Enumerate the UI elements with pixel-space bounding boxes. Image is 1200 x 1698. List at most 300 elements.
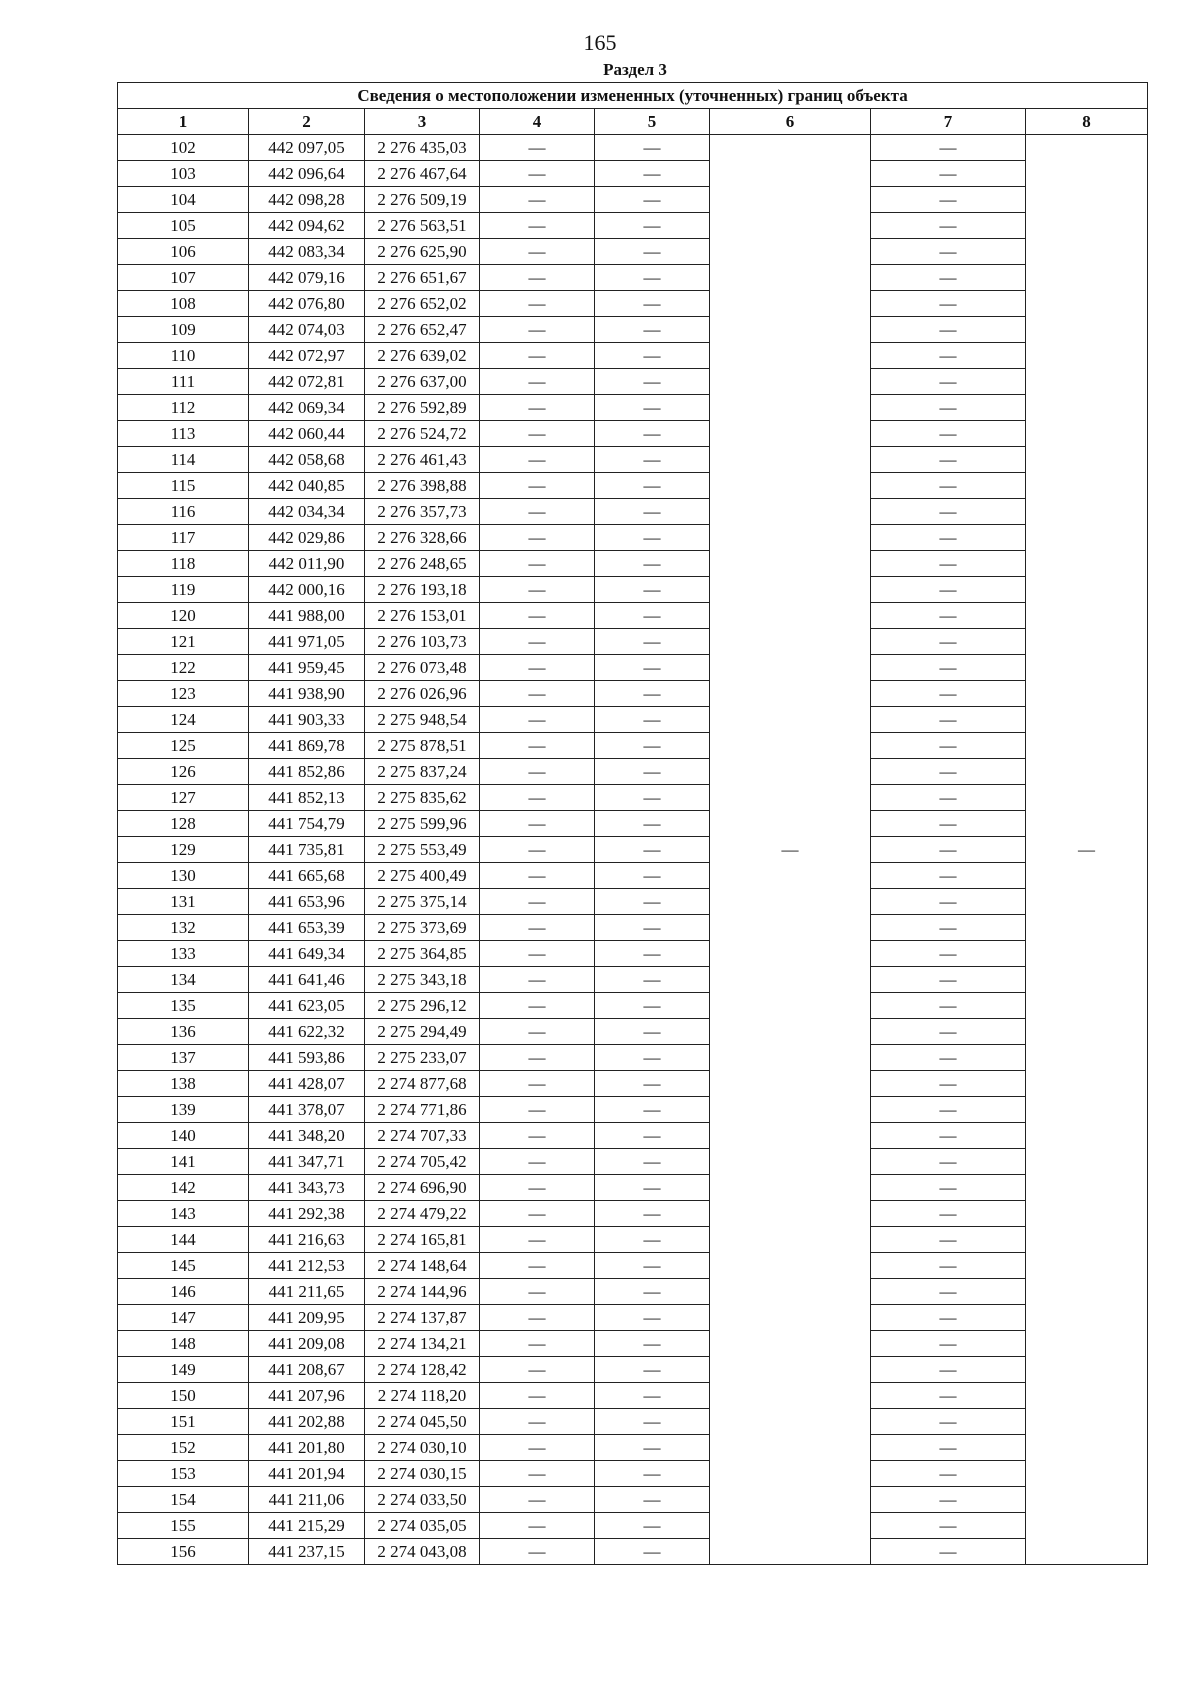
coordinate-y-cell: 2 276 193,18	[365, 577, 480, 603]
table-row	[118, 811, 1148, 837]
column-5-cell: —	[595, 1201, 710, 1227]
column-header-2: 2	[249, 109, 365, 135]
column-4-cell: —	[480, 317, 595, 343]
point-number-cell: 130	[118, 863, 249, 889]
column-4-cell: —	[480, 733, 595, 759]
table-row	[118, 993, 1148, 1019]
coordinate-y-cell: 2 276 651,67	[365, 265, 480, 291]
coordinate-y-cell: 2 276 398,88	[365, 473, 480, 499]
coordinate-x-cell: 442 000,16	[249, 577, 365, 603]
column-7-cell: —	[871, 1253, 1026, 1279]
table-row	[118, 265, 1148, 291]
column-7-cell: —	[871, 1071, 1026, 1097]
coordinate-x-cell: 442 029,86	[249, 525, 365, 551]
table-row	[118, 1227, 1148, 1253]
coordinate-y-cell: 2 276 248,65	[365, 551, 480, 577]
column-7-cell: —	[871, 889, 1026, 915]
point-number-cell: 121	[118, 629, 249, 655]
coordinate-x-cell: 441 649,34	[249, 941, 365, 967]
column-4-cell: —	[480, 1019, 595, 1045]
column-header-5: 5	[595, 109, 710, 135]
column-4-cell: —	[480, 1305, 595, 1331]
point-number-cell: 139	[118, 1097, 249, 1123]
table-row	[118, 161, 1148, 187]
coordinate-y-cell: 2 274 043,08	[365, 1539, 480, 1565]
column-7-cell: —	[871, 1201, 1026, 1227]
coordinate-x-cell: 441 211,06	[249, 1487, 365, 1513]
column-4-cell: —	[480, 187, 595, 213]
point-number-cell: 124	[118, 707, 249, 733]
column-7-cell: —	[871, 551, 1026, 577]
table-row	[118, 1175, 1148, 1201]
point-number-cell: 110	[118, 343, 249, 369]
column-4-cell: —	[480, 135, 595, 161]
column-4-cell: —	[480, 1175, 595, 1201]
coordinate-x-cell: 441 988,00	[249, 603, 365, 629]
coordinate-y-cell: 2 275 599,96	[365, 811, 480, 837]
column-5-cell: —	[595, 1175, 710, 1201]
column-5-cell: —	[595, 1331, 710, 1357]
coordinate-x-cell: 442 074,03	[249, 317, 365, 343]
column-7-cell: —	[871, 1513, 1026, 1539]
table-row	[118, 1019, 1148, 1045]
column-5-cell: —	[595, 967, 710, 993]
table-row	[118, 343, 1148, 369]
table-row	[118, 1383, 1148, 1409]
column-header-7: 7	[871, 109, 1026, 135]
column-4-cell: —	[480, 993, 595, 1019]
column-7-cell: —	[871, 161, 1026, 187]
point-number-cell: 103	[118, 161, 249, 187]
coordinate-y-cell: 2 274 877,68	[365, 1071, 480, 1097]
column-7-cell: —	[871, 525, 1026, 551]
coordinate-x-cell: 442 079,16	[249, 265, 365, 291]
table-row	[118, 421, 1148, 447]
column-7-cell: —	[871, 811, 1026, 837]
coordinate-x-cell: 441 623,05	[249, 993, 365, 1019]
table-row	[118, 1539, 1148, 1565]
column-7-cell: —	[871, 1357, 1026, 1383]
column-7-cell: —	[871, 629, 1026, 655]
coordinate-x-cell: 441 348,20	[249, 1123, 365, 1149]
point-number-cell: 142	[118, 1175, 249, 1201]
coordinate-y-cell: 2 275 233,07	[365, 1045, 480, 1071]
coordinate-x-cell: 441 665,68	[249, 863, 365, 889]
column-5-cell: —	[595, 655, 710, 681]
coordinate-y-cell: 2 274 033,50	[365, 1487, 480, 1513]
point-number-cell: 152	[118, 1435, 249, 1461]
column-4-cell: —	[480, 1331, 595, 1357]
column-4-cell: —	[480, 811, 595, 837]
column-4-cell: —	[480, 1409, 595, 1435]
column-7-cell: —	[871, 863, 1026, 889]
table-row	[118, 395, 1148, 421]
column-4-cell: —	[480, 1149, 595, 1175]
coordinate-x-cell: 441 959,45	[249, 655, 365, 681]
table-row	[118, 759, 1148, 785]
coordinate-y-cell: 2 275 837,24	[365, 759, 480, 785]
table-row	[118, 317, 1148, 343]
column-7-cell: —	[871, 1435, 1026, 1461]
column-header-8: 8	[1026, 109, 1148, 135]
column-7-cell: —	[871, 421, 1026, 447]
point-number-cell: 114	[118, 447, 249, 473]
column-header-3: 3	[365, 109, 480, 135]
coordinate-x-cell: 441 653,39	[249, 915, 365, 941]
point-number-cell: 116	[118, 499, 249, 525]
coordinate-x-cell: 442 072,81	[249, 369, 365, 395]
column-4-cell: —	[480, 1539, 595, 1565]
coordinate-x-cell: 441 754,79	[249, 811, 365, 837]
table-row	[118, 1487, 1148, 1513]
coordinate-x-cell: 442 040,85	[249, 473, 365, 499]
column-5-cell: —	[595, 239, 710, 265]
column-7-cell: —	[871, 733, 1026, 759]
point-number-cell: 117	[118, 525, 249, 551]
table-row	[118, 1253, 1148, 1279]
column-6-merged-cell	[710, 135, 871, 1565]
coordinate-y-cell: 2 274 144,96	[365, 1279, 480, 1305]
coordinate-x-cell: 442 058,68	[249, 447, 365, 473]
coordinate-y-cell: 2 276 563,51	[365, 213, 480, 239]
point-number-cell: 104	[118, 187, 249, 213]
column-4-cell: —	[480, 499, 595, 525]
table-row	[118, 1357, 1148, 1383]
column-5-cell: —	[595, 135, 710, 161]
coordinate-y-cell: 2 274 707,33	[365, 1123, 480, 1149]
column-4-cell: —	[480, 1357, 595, 1383]
column-5-cell: —	[595, 603, 710, 629]
column-5-cell: —	[595, 707, 710, 733]
column-5-cell: —	[595, 1253, 710, 1279]
coordinate-x-cell: 441 211,65	[249, 1279, 365, 1305]
column-7-cell: —	[871, 1227, 1026, 1253]
point-number-cell: 109	[118, 317, 249, 343]
point-number-cell: 119	[118, 577, 249, 603]
table-row	[118, 1331, 1148, 1357]
table-row	[118, 655, 1148, 681]
column-5-cell: —	[595, 1487, 710, 1513]
point-number-cell: 143	[118, 1201, 249, 1227]
column-5-cell: —	[595, 629, 710, 655]
table-row	[118, 239, 1148, 265]
point-number-cell: 146	[118, 1279, 249, 1305]
column-8-dash: —	[1078, 840, 1096, 859]
column-4-cell: —	[480, 1123, 595, 1149]
coordinate-y-cell: 2 276 103,73	[365, 629, 480, 655]
coordinate-y-cell: 2 274 771,86	[365, 1097, 480, 1123]
column-4-cell: —	[480, 1097, 595, 1123]
column-4-cell: —	[480, 395, 595, 421]
column-7-cell: —	[871, 1539, 1026, 1565]
point-number-cell: 102	[118, 135, 249, 161]
column-4-cell: —	[480, 161, 595, 187]
coordinate-x-cell: 441 852,86	[249, 759, 365, 785]
coordinate-x-cell: 441 212,53	[249, 1253, 365, 1279]
column-4-cell: —	[480, 1253, 595, 1279]
column-4-cell: —	[480, 603, 595, 629]
coordinate-y-cell: 2 276 637,00	[365, 369, 480, 395]
point-number-cell: 134	[118, 967, 249, 993]
column-4-cell: —	[480, 1461, 595, 1487]
point-number-cell: 150	[118, 1383, 249, 1409]
column-7-cell: —	[871, 707, 1026, 733]
point-number-cell: 137	[118, 1045, 249, 1071]
column-7-cell: —	[871, 187, 1026, 213]
column-4-cell: —	[480, 551, 595, 577]
point-number-cell: 136	[118, 1019, 249, 1045]
coordinate-x-cell: 442 096,64	[249, 161, 365, 187]
coordinate-x-cell: 441 292,38	[249, 1201, 365, 1227]
coordinate-x-cell: 441 209,95	[249, 1305, 365, 1331]
point-number-cell: 111	[118, 369, 249, 395]
coordinate-x-cell: 441 869,78	[249, 733, 365, 759]
column-4-cell: —	[480, 915, 595, 941]
column-7-cell: —	[871, 239, 1026, 265]
table-row	[118, 1071, 1148, 1097]
table-row	[118, 135, 1148, 161]
table-row	[118, 1461, 1148, 1487]
coordinate-y-cell: 2 275 948,54	[365, 707, 480, 733]
coordinate-x-cell: 441 428,07	[249, 1071, 365, 1097]
column-7-cell: —	[871, 759, 1026, 785]
column-4-cell: —	[480, 1227, 595, 1253]
point-number-cell: 128	[118, 811, 249, 837]
table-row	[118, 213, 1148, 239]
table-row	[118, 837, 1148, 863]
point-number-cell: 127	[118, 785, 249, 811]
column-7-cell: —	[871, 317, 1026, 343]
coordinate-x-cell: 441 202,88	[249, 1409, 365, 1435]
column-7-cell: —	[871, 1045, 1026, 1071]
coordinate-x-cell: 442 097,05	[249, 135, 365, 161]
point-number-cell: 125	[118, 733, 249, 759]
table-row	[118, 1149, 1148, 1175]
column-5-cell: —	[595, 941, 710, 967]
column-7-cell: —	[871, 369, 1026, 395]
coordinate-y-cell: 2 275 375,14	[365, 889, 480, 915]
point-number-cell: 115	[118, 473, 249, 499]
table-row	[118, 629, 1148, 655]
column-7-cell: —	[871, 447, 1026, 473]
coordinate-x-cell: 441 347,71	[249, 1149, 365, 1175]
point-number-cell: 131	[118, 889, 249, 915]
coordinate-x-cell: 442 076,80	[249, 291, 365, 317]
column-4-cell: —	[480, 1487, 595, 1513]
column-5-cell: —	[595, 473, 710, 499]
column-4-cell: —	[480, 863, 595, 889]
column-5-cell: —	[595, 733, 710, 759]
coordinate-y-cell: 2 276 026,96	[365, 681, 480, 707]
column-7-cell: —	[871, 265, 1026, 291]
coordinate-x-cell: 441 216,63	[249, 1227, 365, 1253]
column-5-cell: —	[595, 395, 710, 421]
point-number-cell: 153	[118, 1461, 249, 1487]
column-5-cell: —	[595, 889, 710, 915]
column-7-cell: —	[871, 499, 1026, 525]
column-7-cell: —	[871, 1123, 1026, 1149]
table-row	[118, 707, 1148, 733]
coordinate-y-cell: 2 275 364,85	[365, 941, 480, 967]
column-5-cell: —	[595, 577, 710, 603]
coordinate-y-cell: 2 274 705,42	[365, 1149, 480, 1175]
point-number-cell: 144	[118, 1227, 249, 1253]
column-5-cell: —	[595, 1045, 710, 1071]
column-5-cell: —	[595, 1149, 710, 1175]
point-number-cell: 149	[118, 1357, 249, 1383]
column-4-cell: —	[480, 1045, 595, 1071]
table-body	[118, 135, 1148, 1565]
column-7-cell: —	[871, 1383, 1026, 1409]
column-4-cell: —	[480, 1201, 595, 1227]
column-5-cell: —	[595, 993, 710, 1019]
column-5-cell: —	[595, 447, 710, 473]
coordinate-y-cell: 2 276 467,64	[365, 161, 480, 187]
column-4-cell: —	[480, 1071, 595, 1097]
column-5-cell: —	[595, 1383, 710, 1409]
coordinate-x-cell: 442 034,34	[249, 499, 365, 525]
coordinate-y-cell: 2 276 625,90	[365, 239, 480, 265]
column-5-cell: —	[595, 551, 710, 577]
coordinate-y-cell: 2 276 639,02	[365, 343, 480, 369]
table-row	[118, 1513, 1148, 1539]
coordinate-y-cell: 2 274 030,10	[365, 1435, 480, 1461]
coordinate-y-cell: 2 276 073,48	[365, 655, 480, 681]
point-number-cell: 106	[118, 239, 249, 265]
point-number-cell: 120	[118, 603, 249, 629]
table-row	[118, 941, 1148, 967]
column-5-cell: —	[595, 499, 710, 525]
column-7-cell: —	[871, 395, 1026, 421]
coordinate-x-cell: 441 938,90	[249, 681, 365, 707]
column-7-cell: —	[871, 967, 1026, 993]
table-row	[118, 1305, 1148, 1331]
column-4-cell: —	[480, 707, 595, 733]
column-5-cell: —	[595, 187, 710, 213]
column-5-cell: —	[595, 1123, 710, 1149]
coordinate-x-cell: 442 083,34	[249, 239, 365, 265]
table-row	[118, 1045, 1148, 1071]
column-4-cell: —	[480, 343, 595, 369]
point-number-cell: 126	[118, 759, 249, 785]
coordinate-x-cell: 441 852,13	[249, 785, 365, 811]
column-4-cell: —	[480, 473, 595, 499]
column-4-cell: —	[480, 889, 595, 915]
column-4-cell: —	[480, 759, 595, 785]
column-5-cell: —	[595, 1071, 710, 1097]
column-7-cell: —	[871, 1279, 1026, 1305]
column-4-cell: —	[480, 1435, 595, 1461]
boundary-coordinates-table	[117, 82, 1148, 1565]
point-number-cell: 135	[118, 993, 249, 1019]
column-4-cell: —	[480, 1383, 595, 1409]
column-7-cell: —	[871, 1487, 1026, 1513]
column-7-cell: —	[871, 291, 1026, 317]
column-5-cell: —	[595, 343, 710, 369]
coordinate-y-cell: 2 276 652,02	[365, 291, 480, 317]
point-number-cell: 133	[118, 941, 249, 967]
point-number-cell: 145	[118, 1253, 249, 1279]
column-7-cell: —	[871, 655, 1026, 681]
page-number: 165	[583, 30, 617, 55]
coordinate-y-cell: 2 274 696,90	[365, 1175, 480, 1201]
table-row	[118, 915, 1148, 941]
column-4-cell: —	[480, 369, 595, 395]
column-7-cell: —	[871, 941, 1026, 967]
column-5-cell: —	[595, 811, 710, 837]
column-4-cell: —	[480, 525, 595, 551]
coordinate-y-cell: 2 274 035,05	[365, 1513, 480, 1539]
coordinate-y-cell: 2 276 461,43	[365, 447, 480, 473]
coordinate-x-cell: 441 903,33	[249, 707, 365, 733]
point-number-cell: 141	[118, 1149, 249, 1175]
coordinate-y-cell: 2 274 128,42	[365, 1357, 480, 1383]
point-number-cell: 107	[118, 265, 249, 291]
column-5-cell: —	[595, 161, 710, 187]
coordinate-y-cell: 2 275 294,49	[365, 1019, 480, 1045]
coordinate-x-cell: 441 208,67	[249, 1357, 365, 1383]
table-row	[118, 785, 1148, 811]
column-5-cell: —	[595, 1279, 710, 1305]
coordinate-x-cell: 441 971,05	[249, 629, 365, 655]
column-7-cell: —	[871, 915, 1026, 941]
table-row	[118, 1097, 1148, 1123]
point-number-cell: 156	[118, 1539, 249, 1565]
table-row	[118, 733, 1148, 759]
coordinate-x-cell: 442 098,28	[249, 187, 365, 213]
column-5-cell: —	[595, 681, 710, 707]
column-7-cell: —	[871, 1175, 1026, 1201]
column-5-cell: —	[595, 265, 710, 291]
table-row	[118, 187, 1148, 213]
column-5-cell: —	[595, 915, 710, 941]
column-7-cell: —	[871, 135, 1026, 161]
column-5-cell: —	[595, 1513, 710, 1539]
column-7-cell: —	[871, 837, 1026, 863]
point-number-cell: 155	[118, 1513, 249, 1539]
coordinate-y-cell: 2 274 479,22	[365, 1201, 480, 1227]
column-4-cell: —	[480, 655, 595, 681]
table-row	[118, 525, 1148, 551]
coordinate-y-cell: 2 276 435,03	[365, 135, 480, 161]
coordinate-y-cell: 2 274 045,50	[365, 1409, 480, 1435]
column-6-dash: —	[781, 840, 799, 859]
column-7-cell: —	[871, 785, 1026, 811]
table-row	[118, 1279, 1148, 1305]
coordinate-y-cell: 2 276 328,66	[365, 525, 480, 551]
coordinate-x-cell: 441 641,46	[249, 967, 365, 993]
coordinate-y-cell: 2 276 357,73	[365, 499, 480, 525]
column-5-cell: —	[595, 1305, 710, 1331]
column-5-cell: —	[595, 1409, 710, 1435]
point-number-cell: 123	[118, 681, 249, 707]
column-header-row	[118, 109, 1148, 135]
column-5-cell: —	[595, 291, 710, 317]
table-row	[118, 1409, 1148, 1435]
point-number-cell: 140	[118, 1123, 249, 1149]
coordinate-x-cell: 441 215,29	[249, 1513, 365, 1539]
point-number-cell: 108	[118, 291, 249, 317]
column-7-cell: —	[871, 343, 1026, 369]
column-5-cell: —	[595, 421, 710, 447]
coordinate-y-cell: 2 275 373,69	[365, 915, 480, 941]
column-7-cell: —	[871, 473, 1026, 499]
table-row	[118, 889, 1148, 915]
coordinate-y-cell: 2 276 592,89	[365, 395, 480, 421]
column-4-cell: —	[480, 421, 595, 447]
column-7-cell: —	[871, 1305, 1026, 1331]
coordinate-y-cell: 2 275 343,18	[365, 967, 480, 993]
